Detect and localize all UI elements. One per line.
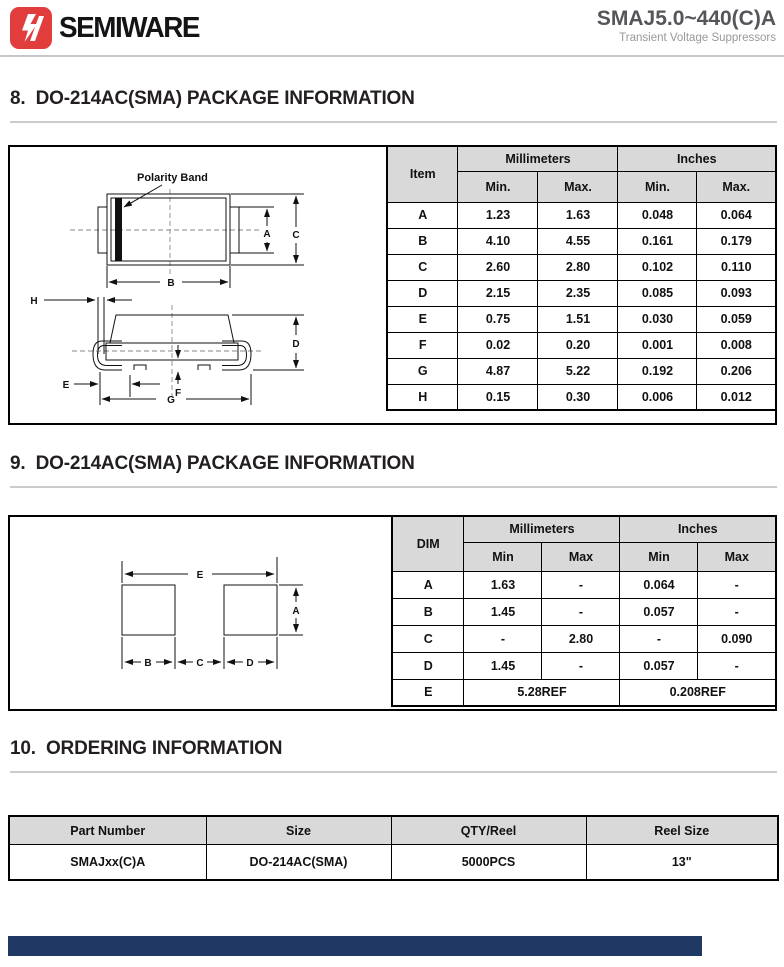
- cell-size: DO-214AC(SMA): [206, 845, 391, 881]
- cell-in-min: 0.064: [620, 571, 698, 598]
- cell-in-max: 0.059: [697, 306, 776, 332]
- table-row: [392, 598, 776, 625]
- cell-in-max: -: [698, 598, 776, 625]
- table-row: [392, 625, 776, 652]
- cell-item: H: [387, 384, 458, 410]
- cell-in-min: 0.102: [618, 254, 697, 280]
- dim-label-a: A: [263, 229, 271, 240]
- cell-mm-min: 2.60: [458, 254, 538, 280]
- table-row: [387, 358, 776, 384]
- polarity-band-label: Polarity Band: [137, 172, 208, 184]
- section-10-title: 10. ORDERING INFORMATION: [10, 738, 777, 773]
- cell-qty-reel: 5000PCS: [391, 845, 586, 881]
- cell-mm-max: -: [542, 598, 620, 625]
- cell-mm-max: 1.51: [538, 306, 618, 332]
- package-outline-drawing: [10, 147, 389, 428]
- dim-label-h: H: [30, 296, 38, 307]
- dim-label-a: A: [292, 606, 300, 617]
- page-header: [0, 0, 784, 57]
- cell-mm-min: 0.02: [458, 332, 538, 358]
- cell-in-min: 0.161: [618, 228, 697, 254]
- cell-mm-max: 0.30: [538, 384, 618, 410]
- cell-in-max: 0.008: [697, 332, 776, 358]
- cell-dim: A: [392, 571, 464, 598]
- table-row: [387, 332, 776, 358]
- dim-label-e: E: [62, 380, 70, 391]
- cell-in-min: 0.057: [620, 598, 698, 625]
- cell-in-min: 0.006: [618, 384, 697, 410]
- col-size: Size: [206, 816, 391, 845]
- cell-mm-min: 1.63: [464, 571, 542, 598]
- cell-mm-max: 4.55: [538, 228, 618, 254]
- col-mm-max: Max: [542, 542, 620, 571]
- lightning-bolt-icon: [14, 11, 48, 45]
- col-in-min: Min: [620, 542, 698, 571]
- cell-mm-max: 2.80: [542, 625, 620, 652]
- col-part-number: Part Number: [9, 816, 206, 845]
- cell-in-min: 0.048: [618, 202, 697, 228]
- cell-mm-min: -: [464, 625, 542, 652]
- cell-mm-max: 0.20: [538, 332, 618, 358]
- cell-mm-max: 1.63: [538, 202, 618, 228]
- cell-mm-min: 4.87: [458, 358, 538, 384]
- document-title-block: [597, 7, 776, 44]
- cell-mm-min: 0.15: [458, 384, 538, 410]
- ordering-information-table: [8, 815, 779, 881]
- cell-part-number: SMAJxx(C)A: [9, 845, 206, 881]
- section-8-title: 8. DO-214AC(SMA) PACKAGE INFORMATION: [10, 88, 777, 123]
- cell-item: C: [387, 254, 458, 280]
- cell-mm-min: 2.15: [458, 280, 538, 306]
- section-9-title: 9. DO-214AC(SMA) PACKAGE INFORMATION: [10, 453, 777, 488]
- col-millimeters: Millimeters: [458, 146, 618, 171]
- cell-dim: B: [392, 598, 464, 625]
- col-qty-reel: QTY/Reel: [391, 816, 586, 845]
- cell-in-max: 0.206: [697, 358, 776, 384]
- cell-item: G: [387, 358, 458, 384]
- table-row: [387, 384, 776, 410]
- cell-item: D: [387, 280, 458, 306]
- brand-logo: [10, 7, 205, 49]
- cell-item: A: [387, 202, 458, 228]
- table-row: [387, 202, 776, 228]
- cell-in-max: 0.064: [697, 202, 776, 228]
- cell-mm-max: -: [542, 652, 620, 679]
- cell-in-min: 0.057: [620, 652, 698, 679]
- cell-in-min: -: [620, 625, 698, 652]
- cell-mm-min: 1.23: [458, 202, 538, 228]
- cell-mm-min: 1.45: [464, 598, 542, 625]
- cell-dim: E: [392, 679, 464, 706]
- semiware-logo-icon: [10, 7, 52, 49]
- col-inches: Inches: [620, 516, 776, 542]
- cell-in-max: 0.179: [697, 228, 776, 254]
- cell-in-min: 0.192: [618, 358, 697, 384]
- cell-item: E: [387, 306, 458, 332]
- cell-in-ref: 0.208REF: [620, 679, 776, 706]
- dim-label-b: B: [167, 278, 175, 289]
- polarity-band-mark: [115, 198, 122, 261]
- col-reel-size: Reel Size: [586, 816, 778, 845]
- cell-dim: D: [392, 652, 464, 679]
- cell-in-min: 0.030: [618, 306, 697, 332]
- dim-label-c: C: [196, 658, 204, 669]
- cell-mm-max: 2.35: [538, 280, 618, 306]
- cell-item: B: [387, 228, 458, 254]
- col-item: Item: [387, 146, 458, 202]
- table-header-row: [392, 516, 776, 542]
- land-pattern-drawing: [10, 517, 395, 714]
- land-pattern-dimension-table: [391, 515, 777, 707]
- dim-label-f: F: [174, 388, 182, 399]
- cell-mm-max: -: [542, 571, 620, 598]
- table-row: [387, 254, 776, 280]
- cell-mm-min: 4.10: [458, 228, 538, 254]
- table-row: [9, 845, 778, 881]
- cell-in-max: 0.012: [697, 384, 776, 410]
- dim-label-b: B: [144, 658, 152, 669]
- cell-in-max: 0.093: [697, 280, 776, 306]
- cell-mm-min: 0.75: [458, 306, 538, 332]
- col-in-max: Max.: [697, 171, 776, 202]
- table-row: [392, 652, 776, 679]
- cell-in-min: 0.085: [618, 280, 697, 306]
- polarity-pointer-arrow: [124, 185, 162, 207]
- package-info-box-9: [8, 515, 777, 711]
- cell-mm-max: 5.22: [538, 358, 618, 384]
- dim-label-g: G: [167, 395, 175, 406]
- package-dimension-table: [386, 145, 777, 411]
- col-mm-max: Max.: [538, 171, 618, 202]
- package-info-box-8: [8, 145, 777, 425]
- footer-accent-bar: [8, 936, 702, 956]
- col-millimeters: Millimeters: [464, 516, 620, 542]
- cell-mm-min: 1.45: [464, 652, 542, 679]
- dim-label-d: D: [246, 658, 254, 669]
- table-row-ref: [392, 679, 776, 706]
- col-dim: DIM: [392, 516, 464, 571]
- cell-mm-max: 2.80: [538, 254, 618, 280]
- dim-label-d: D: [292, 339, 300, 350]
- part-number-title: SMAJ5.0~440(C)A: [596, 7, 776, 30]
- cell-reel-size: 13": [586, 845, 778, 881]
- col-inches: Inches: [618, 146, 776, 171]
- col-mm-min: Min.: [458, 171, 538, 202]
- cell-in-min: 0.001: [618, 332, 697, 358]
- cell-in-max: 0.110: [697, 254, 776, 280]
- cell-mm-ref: 5.28REF: [464, 679, 620, 706]
- table-row: [387, 228, 776, 254]
- dim-label-c: C: [292, 230, 300, 241]
- dim-label-e: E: [196, 570, 204, 581]
- col-in-max: Max: [698, 542, 776, 571]
- col-mm-min: Min: [464, 542, 542, 571]
- table-header-row: [9, 816, 778, 845]
- col-in-min: Min.: [618, 171, 697, 202]
- table-row: [387, 306, 776, 332]
- table-header-row: [387, 146, 776, 171]
- cell-item: F: [387, 332, 458, 358]
- table-row: [392, 571, 776, 598]
- cell-dim: C: [392, 625, 464, 652]
- cell-in-max: -: [698, 571, 776, 598]
- table-row: [387, 280, 776, 306]
- cell-in-max: -: [698, 652, 776, 679]
- brand-name: SEMIWARE: [59, 11, 200, 44]
- cell-in-max: 0.090: [698, 625, 776, 652]
- part-subtitle: Transient Voltage Suppressors: [619, 32, 776, 44]
